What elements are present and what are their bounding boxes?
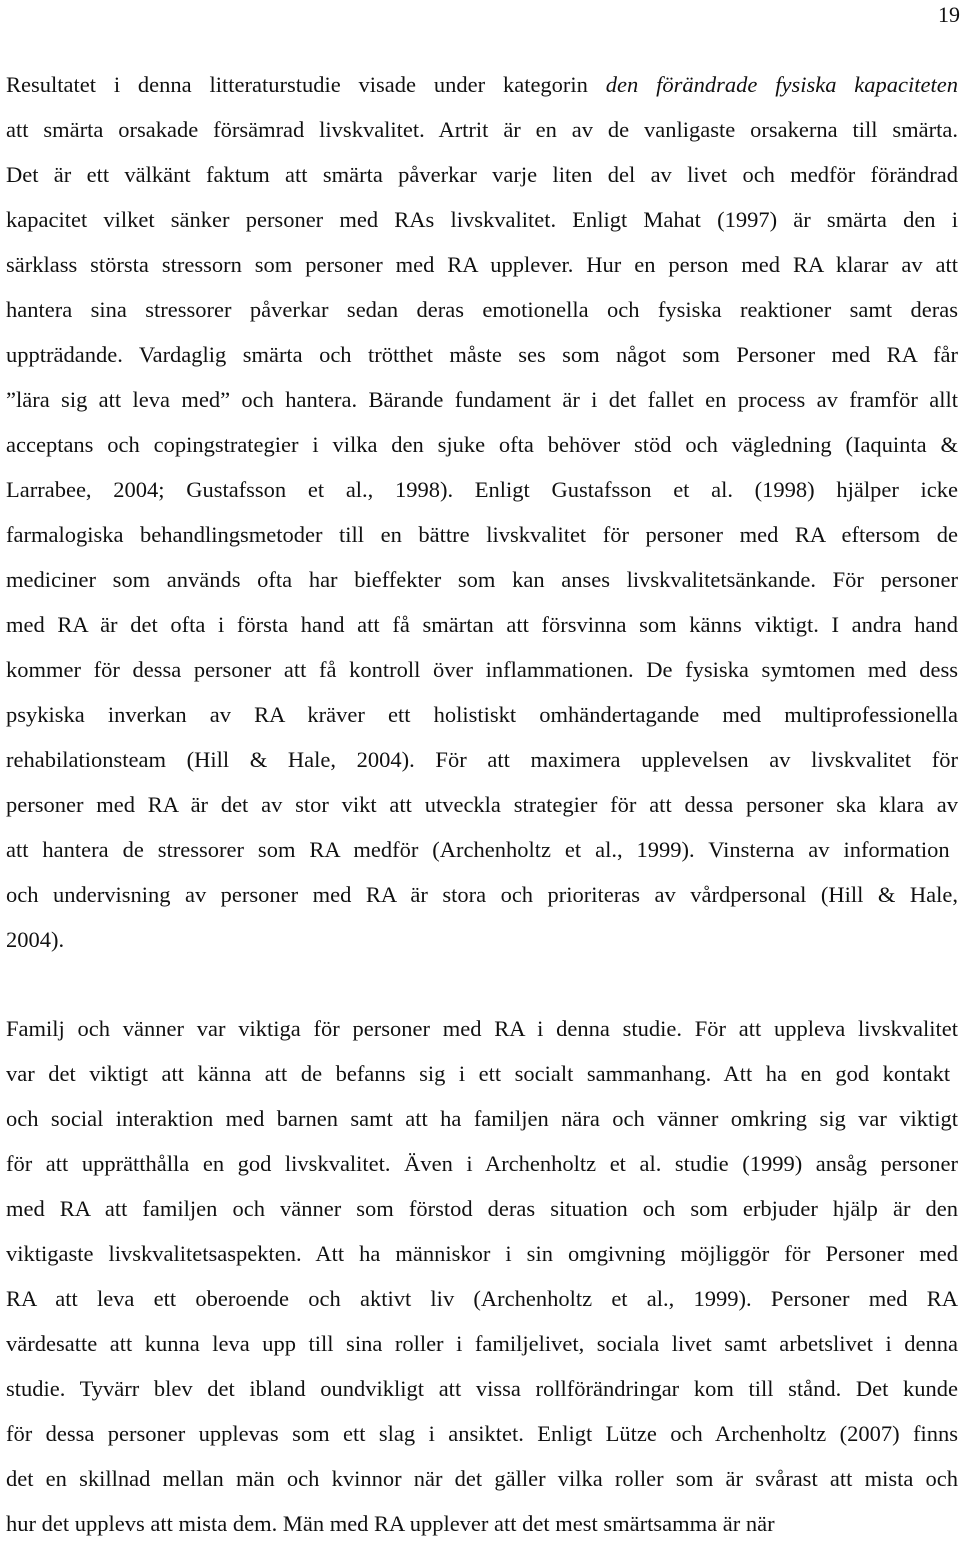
text-line: med RA att familjen och vänner som förstod deras situation och som erbjuder hjälp är den (6, 1196, 958, 1221)
text-line: det en skillnad mellan män och kvinnor när det gäller vilka roller som är svårast att mista och (6, 1466, 958, 1491)
paragraph-1 (6, 62, 958, 962)
paragraph-2 (6, 1006, 958, 1546)
text-line: Det är ett välkänt faktum att smärta påverkar varje liten del av livet och medför förändrad (6, 162, 958, 187)
text-line: hur det upplevs att mista dem. Män med RA upplever att det mest smärtsamma är när (6, 1511, 775, 1536)
text-line: värdesatte att kunna leva upp till sina roller i familjelivet, sociala livet samt arbetslivet i denna (6, 1331, 958, 1356)
text-line: och social interaktion med barnen samt att ha familjen nära och vänner omkring sig var viktigt (6, 1106, 958, 1131)
text-line: studie. Tyvärr blev det ibland oundvikligt att vissa rollförändringar kom till stånd. Det kunde (6, 1376, 958, 1401)
text-line: uppträdande. Vardaglig smärta och trötthet måste ses som något som Personer med RA får (6, 342, 958, 367)
text-line: att hantera de stressorer som RA medför (Archenholtz et al., 1999). Vinsterna av information (6, 837, 950, 862)
page-number: 19 (938, 2, 960, 27)
text-line: acceptans och copingstrategier i vilka den sjuke ofta behöver stöd och vägledning (Iaquinta & (6, 432, 958, 457)
text-line: för att upprätthålla en god livskvalitet. Även i Archenholtz et al. studie (1999) ansåg personer (6, 1151, 958, 1176)
text-line: för dessa personer upplevas som ett slag i ansiktet. Enligt Lütze och Archenholtz (2007) finns (6, 1421, 958, 1446)
text-line: mediciner som används ofta har bieffekter som kan anses livskvalitetsänkande. För personer (6, 567, 958, 592)
text-line: kapacitet vilket sänker personer med RAs livskvalitet. Enligt Mahat (1997) är smärta den i (6, 207, 958, 232)
text-line: ”lära sig att leva med” och hantera. Bärande fundament är i det fallet en process av framför allt (6, 387, 958, 412)
text-line: RA att leva ett oberoende och aktivt liv (Archenholtz et al., 1999). Personer med RA (6, 1286, 958, 1311)
text-line: 2004). (6, 927, 65, 952)
text-line: hantera sina stressorer påverkar sedan deras emotionella och fysiska reaktioner samt deras (6, 297, 958, 322)
text-line: viktigaste livskvalitetsaspekten. Att ha människor i sin omgivning möjliggör för Personer med (6, 1241, 958, 1266)
text-line: Larrabee, 2004; Gustafsson et al., 1998). Enligt Gustafsson et al. (1998) hjälper icke (6, 477, 958, 502)
text-line: rehabilationsteam (Hill & Hale, 2004). För att maximera upplevelsen av livskvalitet för (6, 747, 958, 772)
text-line: och undervisning av personer med RA är stora och prioriteras av vårdpersonal (Hill & Hale, (6, 882, 958, 907)
text-line: var det viktigt att känna att de befanns sig i ett socialt sammanhang. Att ha en god kontakt (6, 1061, 951, 1086)
text-line: att smärta orsakade försämrad livskvalitet. Artrit är en av de vanligaste orsakerna till smärta. (6, 117, 958, 142)
text-line: farmalogiska behandlingsmetoder till en bättre livskvalitet för personer med RA eftersom de (6, 522, 958, 547)
text-line: psykiska inverkan av RA kräver ett holistiskt omhändertagande med multiprofessionella (6, 702, 958, 727)
text-line: Resultatet i denna litteraturstudie visade under kategorin den förändrade fysiska kapaciteten (6, 72, 958, 97)
text-line: Familj och vänner var viktiga för personer med RA i denna studie. För att uppleva livskvalitet (6, 1016, 958, 1041)
text-line: personer med RA är det av stor vikt att utveckla strategier för att dessa personer ska klara av (6, 792, 958, 817)
text-line: med RA är det ofta i första hand att få smärtan att försvinna som känns viktigt. I andra hand (6, 612, 958, 637)
text-line: särklass största stressorn som personer med RA upplever. Hur en person med RA klarar av att (6, 252, 958, 277)
text-line: kommer för dessa personer att få kontroll över inflammationen. De fysiska symtomen med dess (6, 657, 958, 682)
